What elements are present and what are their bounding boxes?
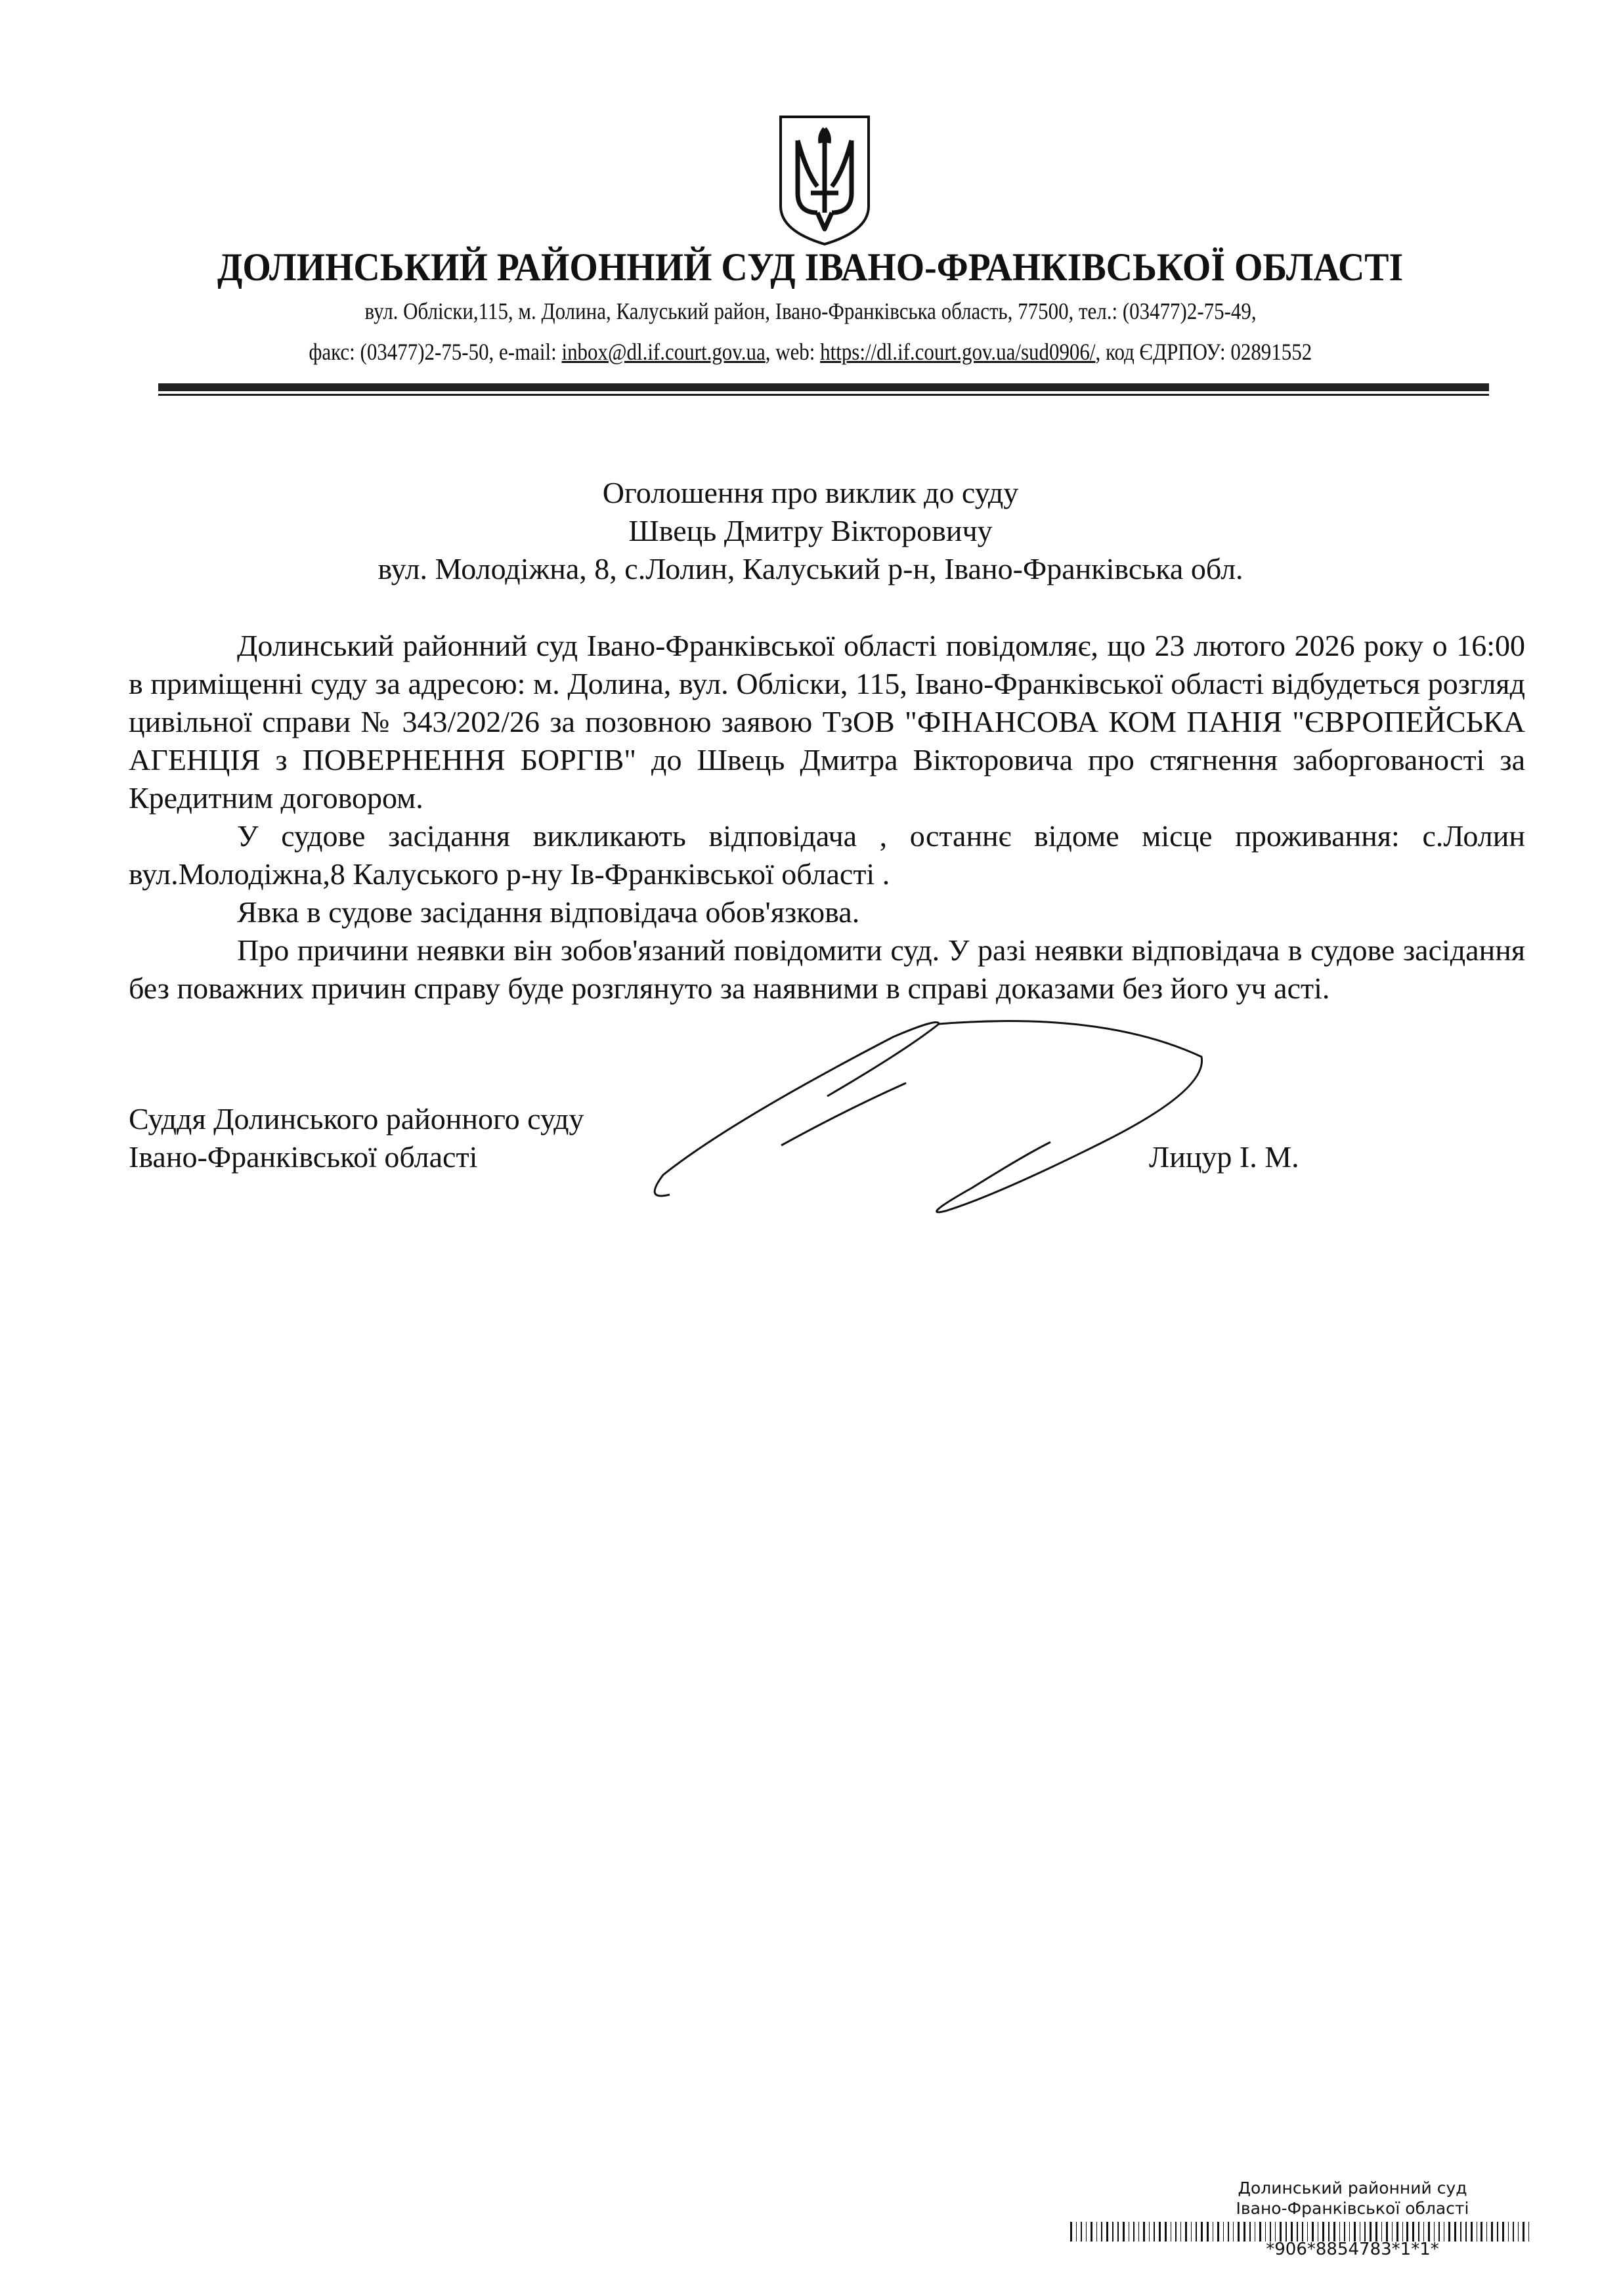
email-link[interactable]: inbox@dl.if.court.gov.ua xyxy=(561,339,766,365)
barcode-bar xyxy=(1180,2222,1181,2242)
barcode-bar xyxy=(1438,2222,1440,2242)
barcode-bar xyxy=(1448,2222,1450,2242)
court-name: ДОЛИНСЬКИЙ РАЙОННИЙ СУД ІВАНО-ФРАНКІВСЬКОЇ ОБЛАСТІ xyxy=(217,245,1404,289)
barcode-bar xyxy=(1201,2222,1203,2242)
barcode-bar xyxy=(1307,2222,1308,2242)
paragraph: Про причини неявки він зобов'язаний повідомити суд. У разі неявки відповідача в судове засідання без поважних причин справу буде розглянуто за наявними в справі доказами без його уч асті. xyxy=(129,933,1525,1005)
barcode-bar xyxy=(1175,2222,1177,2242)
barcode-bar xyxy=(1406,2222,1408,2242)
trident-coat-of-arms-icon xyxy=(778,114,871,247)
barcode-bar xyxy=(1106,2222,1108,2242)
barcode-bar xyxy=(1286,2222,1287,2242)
barcode-bar xyxy=(1117,2222,1119,2242)
barcode-bar xyxy=(1265,2222,1266,2242)
barcode-bar xyxy=(1196,2222,1198,2242)
barcode-bar xyxy=(1322,2222,1324,2242)
barcode xyxy=(1070,2222,1533,2242)
barcode-bar xyxy=(1454,2222,1456,2242)
barcode-bar xyxy=(1528,2222,1529,2242)
barcode-bar xyxy=(1428,2222,1430,2242)
stamp-line: Івано-Франківської області xyxy=(1236,2199,1469,2218)
barcode-bar xyxy=(1096,2222,1097,2242)
barcode-bar xyxy=(1396,2222,1398,2242)
barcode-bar xyxy=(1207,2222,1209,2242)
barcode-bar xyxy=(1513,2222,1515,2242)
barcode-bar xyxy=(1213,2222,1214,2242)
judge-title-line: Івано-Франківської області xyxy=(129,1140,478,1174)
barcode-bar xyxy=(1364,2222,1366,2242)
barcode-bar xyxy=(1523,2222,1524,2242)
notice-body xyxy=(129,627,1525,1008)
barcode-bar xyxy=(1386,2222,1388,2242)
barcode-bar xyxy=(1223,2222,1224,2242)
barcode-bar xyxy=(1465,2222,1467,2242)
barcode-bar xyxy=(1159,2222,1161,2242)
barcode-bar xyxy=(1070,2222,1072,2242)
paragraph: Долинський районний суд Івано-Франківської області повідомляє, що 23 лютого 2026 року о 16:00 в приміщенні суду за адресою: м. Долина, вул. Обліски, 115, Івано-Франківської області відбудеться розгляд цивільної справи № 343/202/26 за позовною заявою ТзОВ "ФІНАНСОВА КОМ ПАНІЯ "ЄВРОПЕЙСЬКА АГЕНЦІЯ з ПОВЕРНЕННЯ БОРГІВ" до Швець Дмитра Вікторовича про стягнення заборгованості за Кредитним договором. xyxy=(129,629,1525,815)
barcode-bar xyxy=(1392,2222,1393,2242)
barcode-bar xyxy=(1238,2222,1240,2242)
barcode-bar xyxy=(1381,2222,1383,2242)
barcode-bar xyxy=(1217,2222,1219,2242)
registry-stamp xyxy=(1116,2178,1589,2219)
barcode-bar xyxy=(1165,2222,1167,2242)
barcode-bar xyxy=(1149,2222,1150,2242)
barcode-bar xyxy=(1312,2222,1314,2242)
barcode-bar xyxy=(1123,2222,1125,2242)
barcode-bar xyxy=(1434,2222,1435,2242)
court-address: вул. Обліски,115, м. Долина, Калуський район, Івано-Франківська область, 77500, тел.: (03477)2-75-49, xyxy=(364,298,1257,324)
barcode-bar xyxy=(1291,2222,1293,2242)
barcode-bar xyxy=(1076,2222,1077,2242)
barcode-bar xyxy=(1349,2222,1350,2242)
barcode-bar xyxy=(1481,2222,1482,2242)
header-divider xyxy=(158,383,1489,391)
barcode-bar xyxy=(1280,2222,1282,2242)
barcode-bar xyxy=(1491,2222,1493,2242)
barcode-bar xyxy=(1081,2222,1083,2242)
barcode-bar xyxy=(1191,2222,1192,2242)
notice-recipient: Швець Дмитру Вікторовичу xyxy=(628,514,993,547)
barcode-number: *906*8854783*1*1* xyxy=(1266,2240,1439,2259)
barcode-bar xyxy=(1259,2222,1261,2242)
judge-title-line: Суддя Долинського районного суду xyxy=(129,1102,584,1136)
handwritten-signature xyxy=(630,998,1221,1221)
barcode-bar xyxy=(1354,2222,1356,2242)
web-link[interactable]: https://dl.if.court.gov.ua/sud0906/ xyxy=(820,339,1096,365)
barcode-bar xyxy=(1344,2222,1346,2242)
barcode-bar xyxy=(1375,2222,1377,2242)
paragraph: Явка в судове засідання відповідача обов'язкова. xyxy=(237,895,860,929)
barcode-bar xyxy=(1333,2222,1335,2242)
barcode-bar xyxy=(1486,2222,1487,2242)
barcode-bar xyxy=(1297,2222,1298,2242)
barcode-bar xyxy=(1418,2222,1420,2242)
barcode-bar xyxy=(1086,2222,1087,2242)
barcode-bar xyxy=(1249,2222,1251,2242)
stamp-line: Долинський районний суд xyxy=(1238,2179,1467,2198)
notice-address: вул. Молодіжна, 8, с.Лолин, Калуський р-н, Івано-Франківська обл. xyxy=(378,552,1243,585)
barcode-bar xyxy=(1402,2222,1403,2242)
paragraph: У судове засідання викликають відповідача , останнє відоме місце проживання: с.Лолин вул.Молодіжна,8 Калуського р-ну Ів-Франківської області . xyxy=(129,819,1525,891)
barcode-bar xyxy=(1143,2222,1145,2242)
barcode-bar xyxy=(1275,2222,1276,2242)
barcode-bar xyxy=(1228,2222,1230,2242)
court-contacts: факс: (03477)2-75-50, e-mail: inbox@dl.if.court.gov.ua, web: https://dl.if.court.gov.ua/sud0906/, код ЄДРПОУ: 02891552 xyxy=(309,339,1312,365)
barcode-bar xyxy=(1508,2222,1509,2242)
barcode-bar xyxy=(1101,2222,1103,2242)
barcode-bar xyxy=(1243,2222,1245,2242)
notice-title: Оголошення про виклик до суду xyxy=(602,476,1019,509)
barcode-bar xyxy=(1502,2222,1504,2242)
judge-title xyxy=(129,1100,584,1176)
barcode-bar xyxy=(1185,2222,1187,2242)
barcode-bar xyxy=(1091,2222,1092,2242)
barcode-bar xyxy=(1497,2222,1499,2242)
barcode-bar xyxy=(1339,2222,1340,2242)
barcode-bar xyxy=(1328,2222,1330,2242)
barcode-bar xyxy=(1370,2222,1372,2242)
barcode-bar xyxy=(1412,2222,1414,2242)
barcode-bar xyxy=(1423,2222,1424,2242)
barcode-bar xyxy=(1133,2222,1135,2242)
barcode-bar xyxy=(1233,2222,1234,2242)
barcode-bar xyxy=(1518,2222,1519,2242)
barcode-bar xyxy=(1270,2222,1272,2242)
barcode-bar xyxy=(1471,2222,1473,2242)
barcode-bar xyxy=(1302,2222,1304,2242)
barcode-bar xyxy=(1112,2222,1114,2242)
barcode-bar xyxy=(1460,2222,1462,2242)
barcode-bar xyxy=(1154,2222,1156,2242)
header-divider-thin xyxy=(158,394,1489,396)
judge-name: Лицур І. М. xyxy=(1149,1140,1299,1174)
barcode-bar xyxy=(1138,2222,1139,2242)
